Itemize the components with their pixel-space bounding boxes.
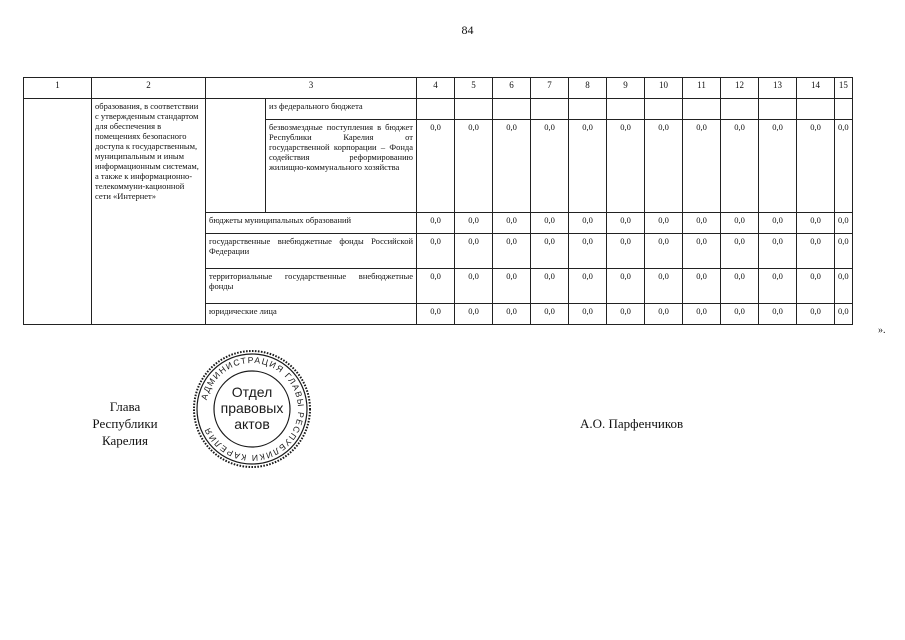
value-cell: 0,0 <box>835 269 853 304</box>
value-cell: 0,0 <box>797 234 835 269</box>
cell-col3-spacer <box>206 99 266 213</box>
value-cell: 0,0 <box>569 304 607 325</box>
row-label: государственные внебюджетные фонды Российской Федерации <box>206 234 417 269</box>
value-cell: 0,0 <box>645 304 683 325</box>
value-cell <box>721 99 759 120</box>
value-cell: 0,0 <box>455 213 493 234</box>
value-cell: 0,0 <box>607 269 645 304</box>
column-header: 10 <box>645 78 683 99</box>
closing-quote-mark: ». <box>878 325 886 336</box>
column-header: 4 <box>417 78 455 99</box>
value-cell: 0,0 <box>569 234 607 269</box>
official-stamp <box>191 348 313 470</box>
stamp-text-line1: Отдел <box>231 384 273 400</box>
value-cell: 0,0 <box>455 234 493 269</box>
value-cell: 0,0 <box>493 269 531 304</box>
value-cell: 0,0 <box>721 304 759 325</box>
value-cell: 0,0 <box>797 213 835 234</box>
value-cell <box>417 99 455 120</box>
value-cell: 0,0 <box>759 304 797 325</box>
value-cell: 0,0 <box>569 213 607 234</box>
stamp-text-line3: актов <box>234 416 270 432</box>
value-cell: 0,0 <box>607 120 645 213</box>
value-cell: 0,0 <box>645 234 683 269</box>
column-header: 9 <box>607 78 645 99</box>
value-cell: 0,0 <box>417 304 455 325</box>
value-cell: 0,0 <box>493 234 531 269</box>
value-cell <box>835 99 853 120</box>
signatory-name: А.О. Парфенчиков <box>580 416 684 431</box>
value-cell: 0,0 <box>759 120 797 213</box>
row-label: юридические лица <box>206 304 417 325</box>
value-cell: 0,0 <box>835 213 853 234</box>
value-cell: 0,0 <box>721 213 759 234</box>
value-cell <box>797 99 835 120</box>
signatory-title <box>70 398 180 449</box>
value-cell: 0,0 <box>759 234 797 269</box>
row-label: из федерального бюджета <box>266 99 417 120</box>
value-cell <box>455 99 493 120</box>
table-row <box>24 99 853 120</box>
value-cell: 0,0 <box>835 120 853 213</box>
value-cell: 0,0 <box>683 120 721 213</box>
value-cell: 0,0 <box>683 269 721 304</box>
column-header: 8 <box>569 78 607 99</box>
value-cell: 0,0 <box>797 269 835 304</box>
value-cell: 0,0 <box>531 269 569 304</box>
value-cell: 0,0 <box>645 120 683 213</box>
value-cell <box>683 99 721 120</box>
value-cell: 0,0 <box>569 120 607 213</box>
value-cell: 0,0 <box>721 269 759 304</box>
value-cell <box>531 99 569 120</box>
value-cell: 0,0 <box>645 269 683 304</box>
column-header: 5 <box>455 78 493 99</box>
column-header: 11 <box>683 78 721 99</box>
value-cell <box>759 99 797 120</box>
row-label: безвозмездные поступления в бюджет Республики Карелия от государственной корпорации – Фонда содействия реформированию жилищно-коммунального хозяйства <box>266 120 417 213</box>
signatory-title-line2: Республики Карелия <box>92 416 158 448</box>
value-cell: 0,0 <box>417 269 455 304</box>
value-cell: 0,0 <box>493 120 531 213</box>
value-cell: 0,0 <box>455 269 493 304</box>
value-cell: 0,0 <box>721 234 759 269</box>
value-cell <box>569 99 607 120</box>
value-cell: 0,0 <box>835 234 853 269</box>
value-cell: 0,0 <box>759 213 797 234</box>
value-cell: 0,0 <box>683 234 721 269</box>
value-cell: 0,0 <box>797 120 835 213</box>
column-header: 12 <box>721 78 759 99</box>
table-header-row <box>24 78 853 99</box>
column-header: 3 <box>206 78 417 99</box>
value-cell: 0,0 <box>493 213 531 234</box>
column-header: 13 <box>759 78 797 99</box>
value-cell: 0,0 <box>455 304 493 325</box>
value-cell: 0,0 <box>531 234 569 269</box>
budget-table <box>23 77 853 325</box>
value-cell: 0,0 <box>835 304 853 325</box>
column-header: 1 <box>24 78 92 99</box>
stamp-ring-text: АДМИНИСТРАЦИЯ ГЛАВЫ РЕСПУБЛИКИ КАРЕЛИЯ <box>198 354 307 464</box>
column-header: 6 <box>493 78 531 99</box>
value-cell: 0,0 <box>645 213 683 234</box>
value-cell: 0,0 <box>531 213 569 234</box>
value-cell <box>607 99 645 120</box>
value-cell: 0,0 <box>759 269 797 304</box>
measure-description: образования, в соответствии с утвержденным стандартом для обеспечения в помещениях безопасного доступа к государственным, муниципальным и иным информационным системам, а также к информационно-телекоммуни-кационной сети «Интернет» <box>92 99 206 325</box>
value-cell: 0,0 <box>721 120 759 213</box>
column-header: 7 <box>531 78 569 99</box>
row-label: бюджеты муниципальных образований <box>206 213 417 234</box>
value-cell: 0,0 <box>455 120 493 213</box>
value-cell: 0,0 <box>683 213 721 234</box>
value-cell: 0,0 <box>607 213 645 234</box>
stamp-text-line2: правовых <box>220 400 284 416</box>
value-cell: 0,0 <box>417 120 455 213</box>
value-cell: 0,0 <box>569 269 607 304</box>
column-header: 14 <box>797 78 835 99</box>
column-header: 2 <box>92 78 206 99</box>
signatory-title-line1: Глава <box>109 399 141 414</box>
value-cell: 0,0 <box>417 213 455 234</box>
value-cell: 0,0 <box>797 304 835 325</box>
cell-col1-empty <box>24 99 92 325</box>
value-cell: 0,0 <box>493 304 531 325</box>
column-header: 15 <box>835 78 853 99</box>
value-cell: 0,0 <box>607 234 645 269</box>
value-cell <box>645 99 683 120</box>
page-number: 84 <box>461 23 474 37</box>
value-cell: 0,0 <box>607 304 645 325</box>
value-cell: 0,0 <box>531 304 569 325</box>
value-cell: 0,0 <box>417 234 455 269</box>
row-label: территориальные государственные внебюджетные фонды <box>206 269 417 304</box>
value-cell <box>493 99 531 120</box>
value-cell: 0,0 <box>531 120 569 213</box>
value-cell: 0,0 <box>683 304 721 325</box>
